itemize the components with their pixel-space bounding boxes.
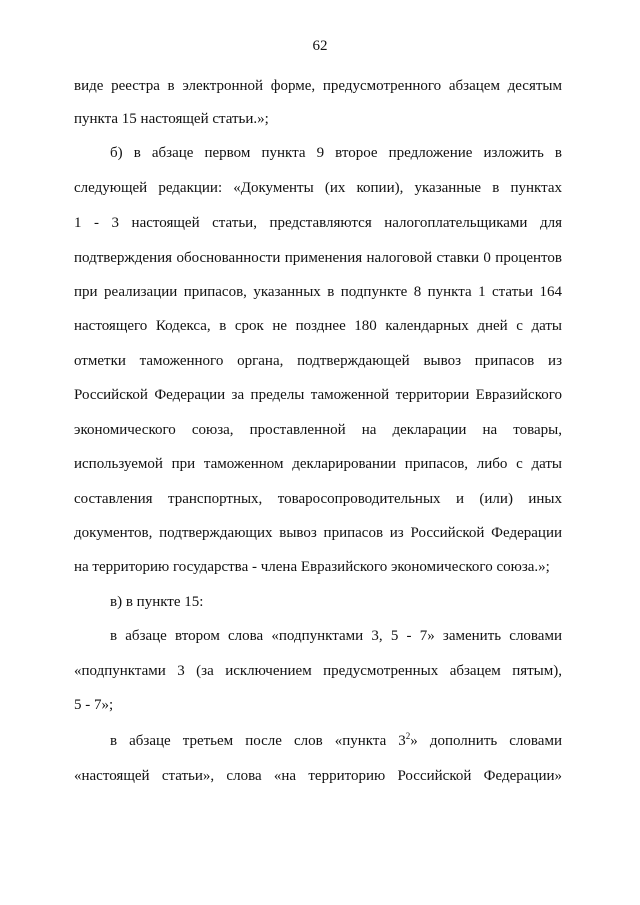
text-line: Российской Федерации за пределы таможенной территории Евразийского	[74, 387, 562, 403]
text-line: 5 - 7»;	[74, 697, 114, 713]
text-line-part: в абзаце третьем после слов «пункта 3	[110, 733, 406, 749]
text-line: экономического союза, проставленной на декларации на товары,	[74, 422, 562, 438]
text-line: «подпунктами 3 (за исключением предусмотренных абзацем пятым),	[74, 663, 562, 679]
text-line: отметки таможенного органа, подтверждающей вывоз припасов из	[74, 353, 562, 369]
text-line: в абзаце втором слова «подпунктами 3, 5 - 7» заменить словами	[110, 628, 562, 644]
text-line-part: » дополнить словами	[410, 733, 562, 749]
text-line: виде реестра в электронной форме, предусмотренного абзацем десятым	[74, 78, 562, 94]
text-line: составления транспортных, товаросопроводительных и (или) иных	[74, 491, 562, 507]
superscript: 2	[405, 731, 411, 741]
text-line: используемой при таможенном декларировании припасов, либо с даты	[74, 456, 562, 472]
text-line: при реализации припасов, указанных в подпункте 8 пункта 1 статьи 164	[74, 284, 562, 300]
text-line: на территорию государства - члена Евразийского экономического союза.»;	[74, 559, 550, 575]
text-line: «настоящей статьи», слова «на территорию Российской Федерации»	[74, 768, 562, 784]
text-line: следующей редакции: «Документы (их копии), указанные в пунктах	[74, 180, 562, 196]
text-line: в) в пункте 15:	[110, 594, 204, 610]
text-line: подтверждения обоснованности применения налоговой ставки 0 процентов	[74, 250, 562, 266]
text-line: 1 - 3 настоящей статьи, представляются налогоплательщиками для	[74, 215, 562, 231]
text-line	[110, 731, 562, 751]
text-line: документов, подтверждающих вывоз припасов из Российской Федерации	[74, 525, 562, 541]
text-line: настоящего Кодекса, в срок не позднее 180 календарных дней с даты	[74, 318, 562, 334]
text-line: б) в абзаце первом пункта 9 второе предложение изложить в	[110, 145, 562, 161]
text-line: пункта 15 настоящей статьи.»;	[74, 111, 269, 127]
page-number: 62	[312, 38, 328, 54]
